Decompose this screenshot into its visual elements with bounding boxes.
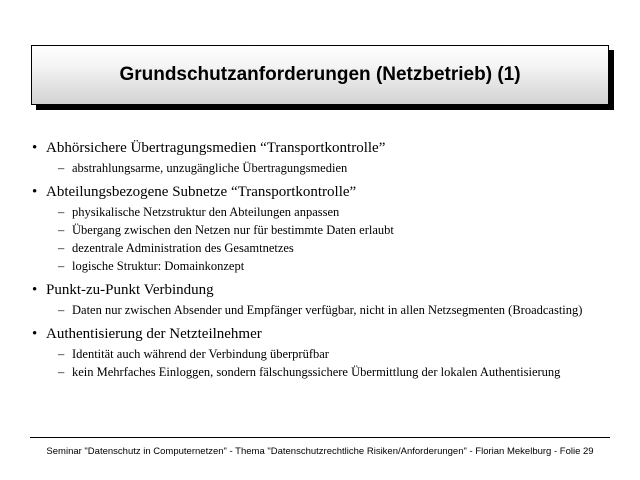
dash-icon: –: [58, 241, 65, 255]
bullet-item: [32, 324, 612, 344]
sub-item-text: logische Struktur: Domainkonzept: [72, 259, 245, 273]
bullet-icon: •: [32, 282, 38, 298]
slide-title: Grundschutzanforderungen (Netzbetrieb) (1): [119, 64, 521, 85]
sub-item-text: physikalische Netzstruktur den Abteilungen anpassen: [72, 205, 340, 219]
section-4: [32, 324, 612, 380]
dash-icon: –: [58, 205, 65, 219]
dash-icon: –: [58, 303, 65, 317]
sub-item: [58, 204, 612, 220]
sub-item: [58, 364, 612, 380]
sub-item-text: Daten nur zwischen Absender und Empfänger verfügbar, nicht in allen Netzsegmenten (Broadcasting): [72, 303, 583, 317]
bullet-item: [32, 138, 612, 158]
title-box: [31, 45, 609, 105]
bullet-item: [32, 182, 612, 202]
sub-item: [58, 346, 612, 362]
section-3: [32, 280, 612, 318]
sub-item-text: Übergang zwischen den Netzen nur für bestimmte Daten erlaubt: [72, 223, 394, 237]
bullet-item: [32, 280, 612, 300]
bullet-text: Punkt-zu-Punkt Verbindung: [46, 282, 214, 298]
dash-icon: –: [58, 347, 65, 361]
dash-icon: –: [58, 259, 65, 273]
sub-item-text: abstrahlungsarme, unzugängliche Übertragungsmedien: [72, 161, 348, 175]
bullet-icon: •: [32, 184, 38, 200]
section-1: [32, 138, 612, 176]
dash-icon: –: [58, 161, 65, 175]
dash-icon: –: [58, 365, 65, 379]
sub-item-text: Identität auch während der Verbindung überprüfbar: [72, 347, 329, 361]
bullet-text: Abhörsichere Übertragungsmedien “Transportkontrolle”: [46, 140, 386, 156]
bullet-text: Authentisierung der Netzteilnehmer: [46, 326, 262, 342]
sub-item: [58, 160, 612, 176]
bullet-icon: •: [32, 140, 38, 156]
section-2: [32, 182, 612, 274]
sub-item-text: dezentrale Administration des Gesamtnetzes: [72, 241, 294, 255]
bullet-icon: •: [32, 326, 38, 342]
sub-item: [58, 240, 612, 256]
slide-footer: Seminar "Datenschutz in Computernetzen" - Thema "Datenschutzrechtliche Risiken/Anforderungen" - Florian Mekelburg - Folie 29: [46, 446, 594, 457]
sub-item: [58, 302, 612, 318]
dash-icon: –: [58, 223, 65, 237]
sub-item: [58, 222, 612, 238]
sub-item: [58, 258, 612, 274]
slide-content: [32, 138, 612, 386]
sub-item-text: kein Mehrfaches Einloggen, sondern fälschungssichere Übermittlung der lokalen Authentisierung: [72, 365, 561, 379]
footer-divider: [30, 437, 610, 438]
bullet-text: Abteilungsbezogene Subnetze “Transportkontrolle”: [46, 184, 357, 200]
